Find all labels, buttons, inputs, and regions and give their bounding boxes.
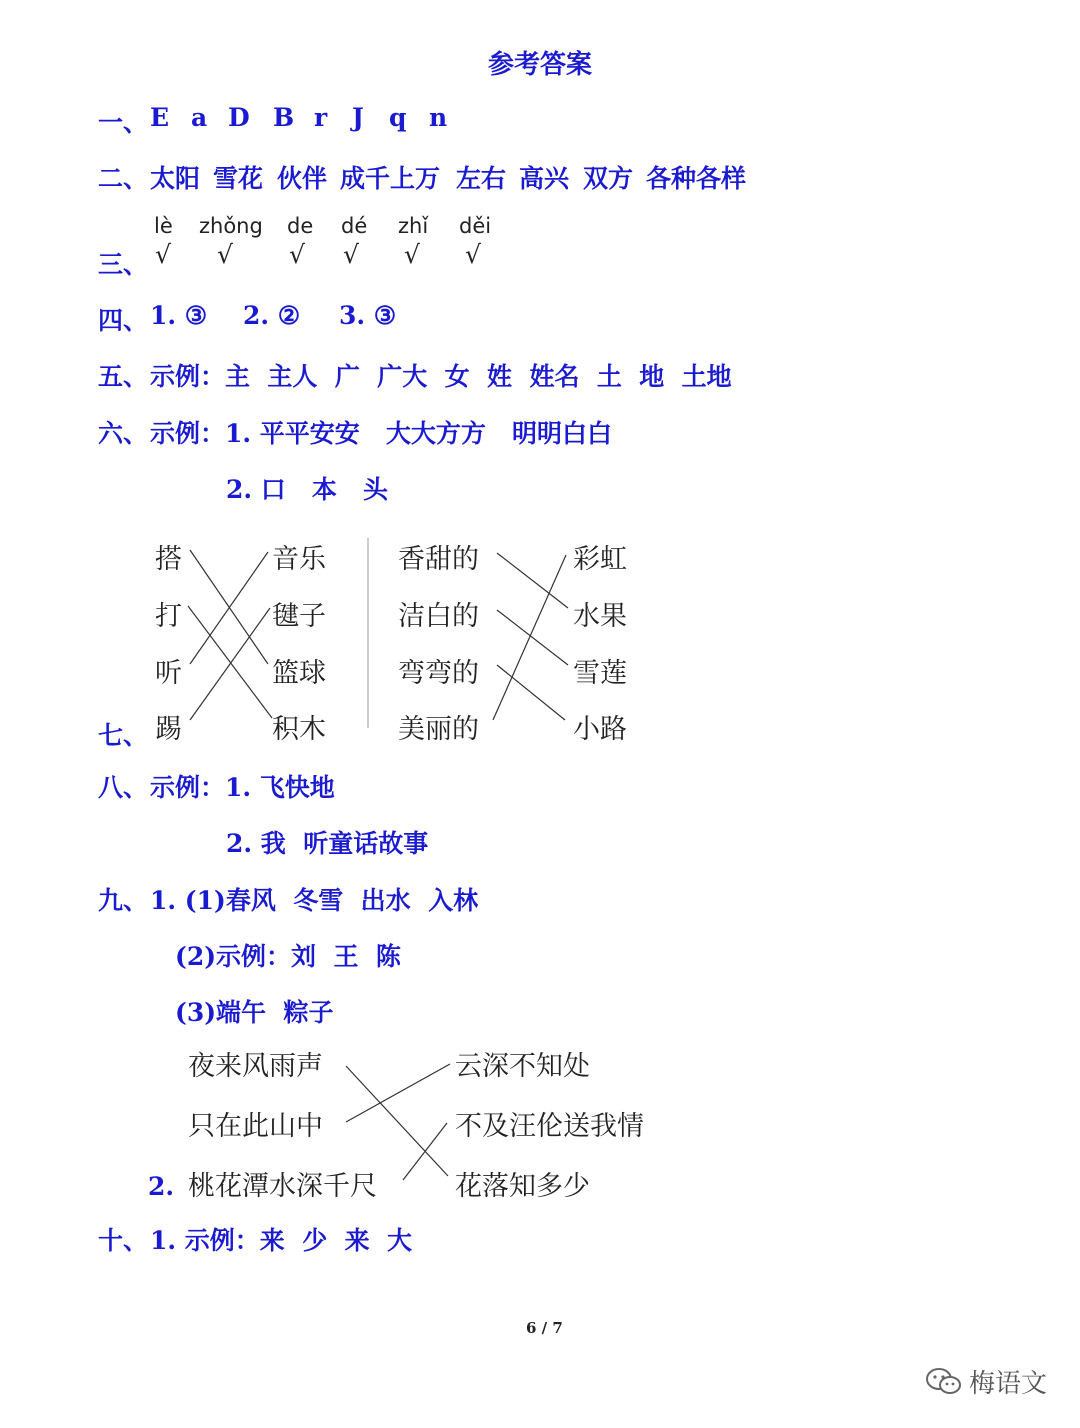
section-10-text: 1. 示例：来 少 来 大 [150,1226,413,1255]
section-3-label: 三、 [98,250,149,279]
poem-right: 不及汪伦送我情 [455,1111,644,1142]
match-right-b: 雪莲 [573,658,627,689]
wechat-icon [925,1366,963,1398]
section-6-line2: 2. 口 本 头 [226,475,389,504]
match-right-a: 音乐 [272,544,326,575]
pinyin: děi [459,214,492,238]
section-8-line2: 2. 我 听童话故事 [226,829,429,858]
section-2-word: 伙伴 [277,164,328,193]
section-2-word: 雪花 [213,164,264,193]
match-right-a: 篮球 [272,658,326,689]
section-9-line3: (3)端午 粽子 [175,998,334,1027]
match-line [493,555,566,720]
match-line [403,1123,447,1180]
section-9-line2: (2)示例：刘 王 陈 [175,942,401,971]
section-5-text: 示例：主 主人 广 广大 女 姓 姓名 土 地 土地 [150,362,732,391]
section-1-letter: r [314,103,328,132]
section-1-letter: q [389,103,407,132]
section-1-letter: n [429,103,448,132]
watermark [925,1363,1047,1400]
match-left-b: 洁白的 [398,601,479,632]
page-number: 6 / 7 [526,1319,563,1337]
pinyin: lè [154,214,173,238]
match-left-b: 美丽的 [398,714,479,745]
section-2-label: 二、 [98,164,149,193]
match-line [497,610,568,665]
section-2-word: 左右 [456,164,507,193]
checkmark: √ [343,240,359,269]
match-right-a: 积木 [272,714,326,745]
pinyin: zhǐ [398,214,429,238]
section-2-word: 各种各样 [646,164,747,193]
match-line [497,553,568,608]
section-1-letter: J [352,103,364,132]
match-right-b: 小路 [573,714,627,745]
checkmark: √ [404,240,420,269]
section-4-label: 四、 [98,306,149,335]
section-1-letter: B [273,103,295,132]
match-left-a: 听 [155,658,182,689]
section-5-label: 五、 [98,362,149,391]
section-2-word: 双方 [583,164,634,193]
pinyin: zhǒng [199,214,263,238]
match-right-b: 彩虹 [573,544,627,575]
checkmark: √ [465,240,481,269]
section-1-letter: D [228,103,250,132]
section-1-letter: a [191,103,208,132]
section-8-line1: 示例：1. 飞快地 [150,773,335,802]
checkmark: √ [289,240,305,269]
match-line [497,665,565,720]
watermark-text: 梅语文 [969,1369,1048,1399]
pinyin: de [287,214,314,238]
section-4-item: 1. ③ [150,301,208,330]
match-right-a: 毽子 [272,601,326,632]
match-right-b: 水果 [573,601,627,632]
section-10-label: 十、 [98,1226,149,1255]
checkmark: √ [217,240,233,269]
page-title: 参考答案 [488,50,593,80]
poem-left: 桃花潭水深千尺 [188,1171,377,1202]
match-left-a: 搭 [155,544,182,575]
section-1-label: 一、 [98,108,149,137]
section-4-item: 3. ③ [339,301,397,330]
section-6-label: 六、 [98,419,149,448]
poem-left: 只在此山中 [188,1111,323,1142]
poem-right: 云深不知处 [455,1051,590,1082]
section-9-num2: 2. [148,1172,175,1201]
match-left-a: 打 [155,601,182,632]
section-6-line1: 示例：1. 平平安安 大大方方 明明白白 [150,419,613,448]
match-line [346,1066,448,1176]
match-left-a: 踢 [155,714,182,745]
poem-right: 花落知多少 [455,1171,590,1202]
poem-left: 夜来风雨声 [188,1051,323,1082]
section-8-label: 八、 [98,773,149,802]
checkmark: √ [155,240,171,269]
pinyin: dé [341,214,368,238]
match-left-b: 香甜的 [398,544,479,575]
section-2-word: 成千上万 [340,164,441,193]
match-left-b: 弯弯的 [398,658,479,689]
section-2-word: 高兴 [519,164,570,193]
section-9-label: 九、 [98,886,149,915]
section-4-item: 2. ② [243,301,301,330]
section-2-word: 太阳 [150,164,201,193]
match-line [346,1064,450,1122]
section-7-label: 七、 [98,721,149,750]
section-1-letter: E [150,103,170,132]
section-9-line1: 1. (1)春风 冬雪 出水 入林 [150,886,479,915]
